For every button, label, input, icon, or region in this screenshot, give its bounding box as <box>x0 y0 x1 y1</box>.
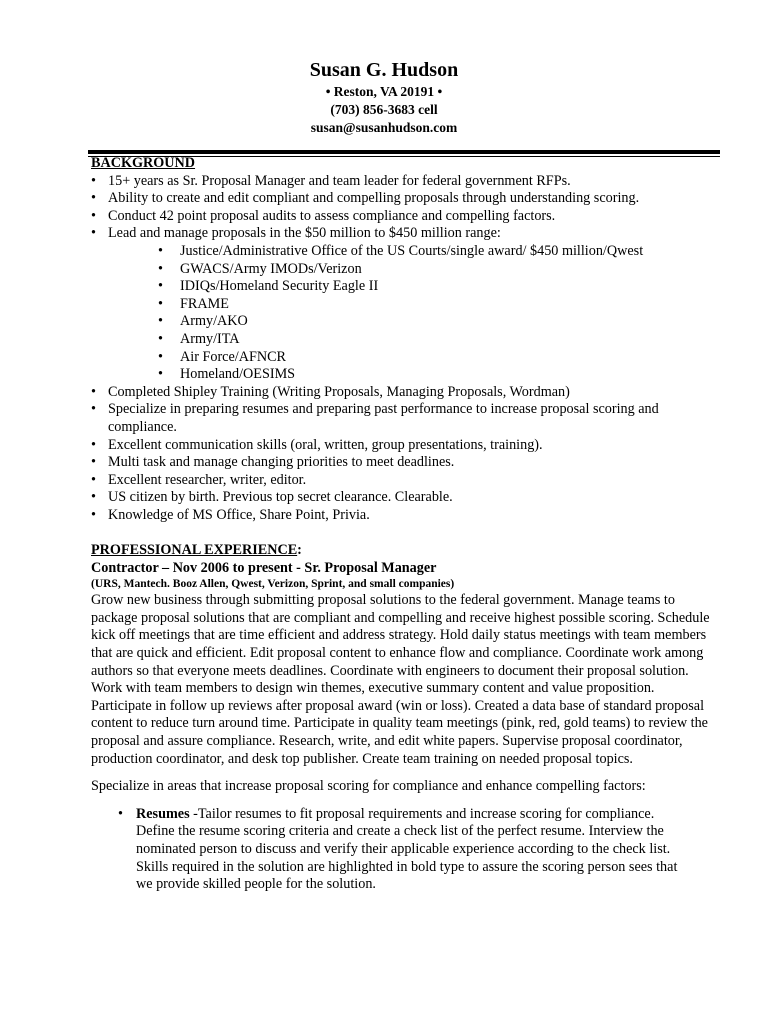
list-item: • US citizen by birth. Previous top secret clearance. Clearable. <box>91 489 711 507</box>
resumes-label: Resumes <box>136 805 190 822</box>
job-title: Contractor – Nov 2006 to present - Sr. Proposal Manager <box>91 559 437 576</box>
list-item: • Multi task and manage changing priorities to meet deadlines. <box>91 454 711 472</box>
sub-list-item: • FRAME <box>91 296 711 314</box>
sub-list-item: • Army/ITA <box>91 331 711 349</box>
specialize-intro: Specialize in areas that increase proposal scoring for compliance and enhance compelling factors: <box>91 778 646 795</box>
experience-heading <box>91 542 711 560</box>
list-item: • Specialize in preparing resumes and preparing past performance to increase proposal scoring and compliance. <box>91 401 711 436</box>
sub-list-item: • GWACS/Army IMODs/Verizon <box>91 261 711 279</box>
sub-list-item: • Army/AKO <box>91 313 711 331</box>
resumes-text: -Tailor resumes to fit proposal requirements and increase scoring for compliance. Define the resume scoring criteria and create a check list of the perfect resume. Interview the nominated person to discuss and verify their applicable experience according to the check list. Skills required in the solution are highlighted in bold type to assure the scoring person sees that we provide skilled people for the solution. <box>136 805 678 893</box>
list-item: • Excellent communication skills (oral, written, group presentations, training). <box>91 437 711 455</box>
list-item: • 15+ years as Sr. Proposal Manager and team leader for federal government RFPs. <box>91 173 711 191</box>
experience-heading-text: PROFESSIONAL EXPERIENCE <box>91 542 298 559</box>
job-companies: (URS, Mantech. Booz Allen, Qwest, Verizon, Sprint, and small companies) <box>91 578 455 591</box>
header-divider-thick <box>88 150 720 154</box>
list-item: • Excellent researcher, writer, editor. <box>91 472 711 490</box>
paragraph-gap <box>91 768 711 778</box>
specialize-list <box>91 806 711 894</box>
list-item: • Knowledge of MS Office, Share Point, Privia. <box>91 507 711 525</box>
experience-heading-colon: : <box>297 542 302 559</box>
proposal-range-list <box>91 243 711 384</box>
candidate-name: Susan G. Hudson <box>309 59 459 81</box>
phone: (703) 856-3683 cell <box>330 102 438 117</box>
sub-list-item: • Justice/Administrative Office of the US Courts/single award/ $450 million/Qwest <box>91 243 711 261</box>
job-description: Grow new business through submitting proposal solutions to the federal government. Manage teams to package proposal solutions that are compliant and compelling and receive highest possible scoring. Schedule kick off meetings that are time efficient and address strategy. Hold daily status meetings with team members that are quick and efficient. Edit proposal content to enhance flow and compliance. Coordinate work among authors so that everyone meets deadlines. Coordinate with engineers to document their proposal solution. Work with team members to design win themes, executive summary content and value proposition. Participate in follow up reviews after proposal award (win or loss). Created a data base of standard proposal content to reduce turn around time. Participate in quality team meetings (pink, red, gold teams) to review the proposal and assure compliance. Research, write, and edit white papers. Supervise proposal coordinator, production coordinator, and desk top publisher. Create team training on needed proposal topics. <box>91 592 710 767</box>
resume-header <box>0 57 768 137</box>
sub-list-item: • Air Force/AFNCR <box>91 349 711 367</box>
background-list <box>91 173 711 243</box>
resume-body <box>91 155 711 894</box>
list-item: • Lead and manage proposals in the $50 million to $450 million range: <box>91 225 711 243</box>
list-item <box>91 806 711 894</box>
sub-list-item: • IDIQs/Homeland Security Eagle II <box>91 278 711 296</box>
sub-list-item: • Homeland/OESIMS <box>91 366 711 384</box>
background-list-continued <box>91 384 711 525</box>
list-item: • Ability to create and edit compliant and compelling proposals through understanding scoring. <box>91 190 711 208</box>
section-spacer <box>91 524 711 542</box>
email: susan@susanhudson.com <box>310 120 458 135</box>
list-item: • Conduct 42 point proposal audits to assess compliance and compelling factors. <box>91 208 711 226</box>
background-heading: BACKGROUND <box>91 155 196 171</box>
location: • Reston, VA 20191 • <box>325 84 443 99</box>
list-item: • Completed Shipley Training (Writing Proposals, Managing Proposals, Wordman) <box>91 384 711 402</box>
